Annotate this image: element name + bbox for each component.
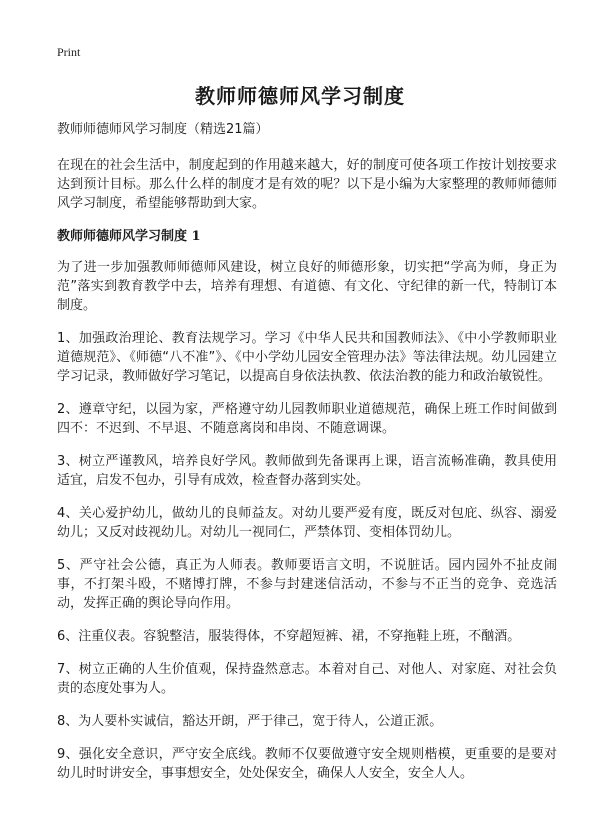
section-heading: 教师师德师风学习制度 1 [57,229,201,244]
paragraph-preamble: 为了进一步加强教师师德师风建设，树立良好的师德形象，切实把“学高为师，身正为范”落实到教育教学中去，培养有理想、有道德、有文化、守纪律的新一代，特制订本制度。 [57,260,557,313]
paragraph-rule-4: 4、关心爱护幼儿，做幼儿的良师益友。对幼儿要严爱有度，既反对包庇、纵容、溺爱幼儿；又反对歧视幼儿。对幼儿一视同仁，严禁体罚、变相体罚幼儿。 [57,506,557,540]
print-link[interactable]: Print [57,45,81,59]
document-body [57,120,557,797]
paragraph-rule-6: 6、注重仪表。容貌整洁，服装得体，不穿超短裤、裙，不穿拖鞋上班，不酗酒。 [57,629,521,644]
paragraph-rule-9: 9、强化安全意识，严守安全底线。教师不仅要做遵守安全规则楷模，更重要的是要对幼儿时时讲安全，事事想安全，处处保安全，确保人人安全，安全人人。 [57,747,557,781]
paragraph-rule-3: 3、树立严谨教风，培养良好学风。教师做到先备课再上课，语言流畅准确，教具使用适宜，启发不包办，引导有成效，检查督办落到实处。 [57,454,557,488]
paragraph-rule-1: 1、加强政治理论、教育法规学习。学习《中华人民共和国教师法》、《中小学教师职业道德规范》、《师德“八不准”》、《中小学幼儿园安全管理办法》等法律法规。幼儿园建立学习记录，教师做好学习笔记，以提高自身依法执教、依法治教的能力和政治敏锐性。 [57,331,557,384]
paragraph-rule-2: 2、遵章守纪，以园为家，严格遵守幼儿园教师职业道德规范，确保上班工作时间做到四不：不迟到、不早退、不随意离岗和串岗、不随意调课。 [57,402,557,436]
paragraph-rule-8: 8、为人要朴实诚信，豁达开朗，严于律己，宽于待人，公道正派。 [57,714,443,729]
paragraph-rule-7: 7、树立正确的人生价值观，保持盎然意志。本着对自己、对他人、对家庭、对社会负责的态度处事为人。 [57,662,557,696]
intro-paragraph: 在现在的社会生活中，制度起到的作用越来越大，好的制度可使各项工作按计划按要求达到预计目标。那么什么样的制度才是有效的呢？以下是小编为大家整理的教师师德师风学习制度，希望能够帮助到大家。 [57,158,557,211]
paragraph-rule-5: 5、严守社会公德，真正为人师表。教师要语言文明，不说脏话。园内园外不扯皮闹事，不打架斗殴，不赌博打牌，不参与封建迷信活动，不参与不正当的竞争、竞选活动，发挥正确的舆论导向作用。 [57,558,557,611]
document-subtitle: 教师师德师风学习制度（精选21篇） [57,122,269,137]
page-title: 教师师德师风学习制度 [195,84,405,108]
